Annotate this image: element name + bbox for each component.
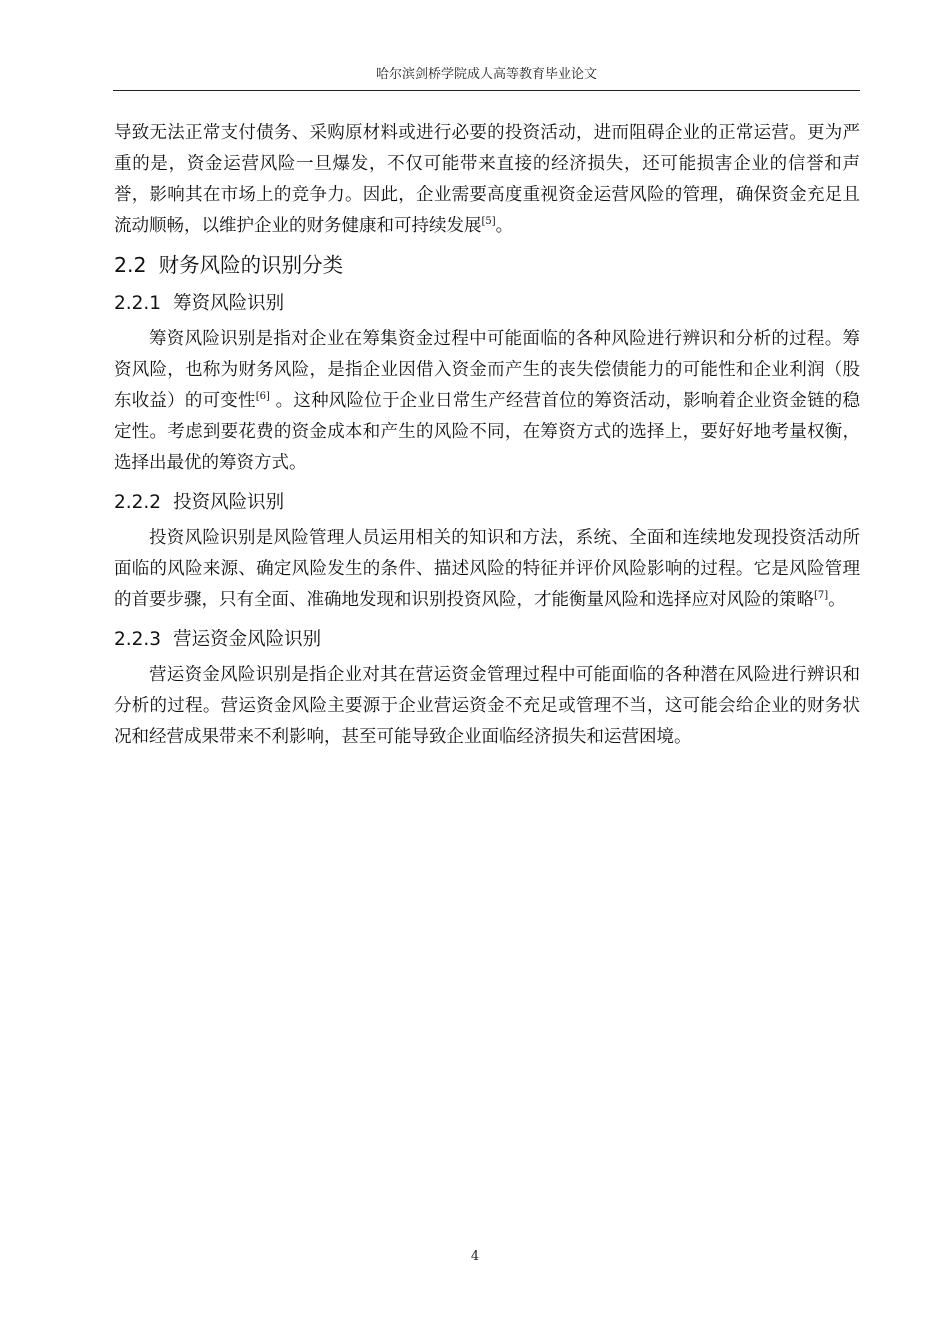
section-title: 营运资金风险识别	[173, 629, 322, 650]
paragraph-working-capital-risk	[114, 660, 860, 753]
section-number: 2.2.3	[114, 629, 162, 650]
section-title: 财务风险的识别分类	[158, 253, 344, 277]
paragraph-investment-risk	[114, 523, 860, 616]
section-heading-2-2-2	[114, 489, 860, 517]
paragraph-text: 营运资金风险识别是指企业对其在营运资金管理过程中可能面临的各种潜在风险进行辨识和分析的过程。营运资金风险主要源于企业营运资金不充足或管理不当，这可能会给企业的财务状况和经营成果带来不利影响，甚至可能导致企业面临经济损失和运营困境。	[114, 665, 860, 747]
section-heading-2-2	[114, 250, 860, 280]
section-title: 筹资风险识别	[173, 293, 285, 314]
paragraph-financing-risk	[114, 324, 860, 479]
citation-ref: [5]	[481, 216, 496, 228]
section-heading-2-2-3	[114, 626, 860, 654]
page-header	[113, 64, 860, 91]
section-title: 投资风险识别	[173, 492, 285, 513]
header-title: 哈尔滨剑桥学院成人高等教育毕业论文	[375, 67, 597, 82]
section-number: 2.2	[114, 253, 147, 277]
paragraph-text-continued: 。这种风险位于企业日常生产经营首位的筹资活动，影响着企业资金链的稳定性。考虑到要花费的资金成本和产生的风险不同，在筹资方式的选择上，要好好地考量权衡，选择出最优的筹资方式。	[114, 391, 861, 473]
page-number: 4	[470, 1249, 480, 1264]
citation-ref: [7]	[814, 590, 829, 602]
paragraph-tail: 。	[828, 590, 846, 610]
document-body	[114, 118, 860, 753]
paragraph-text: 导致无法正常支付债务、采购原材料或进行必要的投资活动，进而阻碍企业的正常运营。更为严重的是，资金运营风险一旦爆发，不仅可能带来直接的经济损失，还可能损害企业的信誉和声誉，影响其在市场上的竞争力。因此，企业需要高度重视资金运营风险的管理，确保资金充足且流动顺畅，以维护企业的财务健康和可持续发展	[114, 123, 860, 236]
paragraph-tail: 。	[495, 216, 514, 236]
paragraph-text: 筹资风险识别是指对企业在筹集资金过程中可能面临的各种风险进行辨识和分析的过程。筹资风险，也称为财务风险，是指企业因借入资金而产生的丧失偿债能力的可能性和企业利润（股东收益）的可变性	[114, 329, 860, 411]
paragraph-continued	[114, 118, 860, 242]
section-number: 2.2.1	[114, 293, 162, 314]
section-number: 2.2.2	[114, 492, 162, 513]
citation-ref: [6]	[255, 391, 270, 403]
paragraph-text: 投资风险识别是风险管理人员运用相关的知识和方法，系统、全面和连续地发现投资活动所面临的风险来源、确定风险发生的条件、描述风险的特征并评价风险影响的过程。它是风险管理的首要步骤，只有全面、准确地发现和识别投资风险，才能衡量风险和选择应对风险的策略	[114, 528, 860, 610]
section-heading-2-2-1	[114, 290, 860, 318]
